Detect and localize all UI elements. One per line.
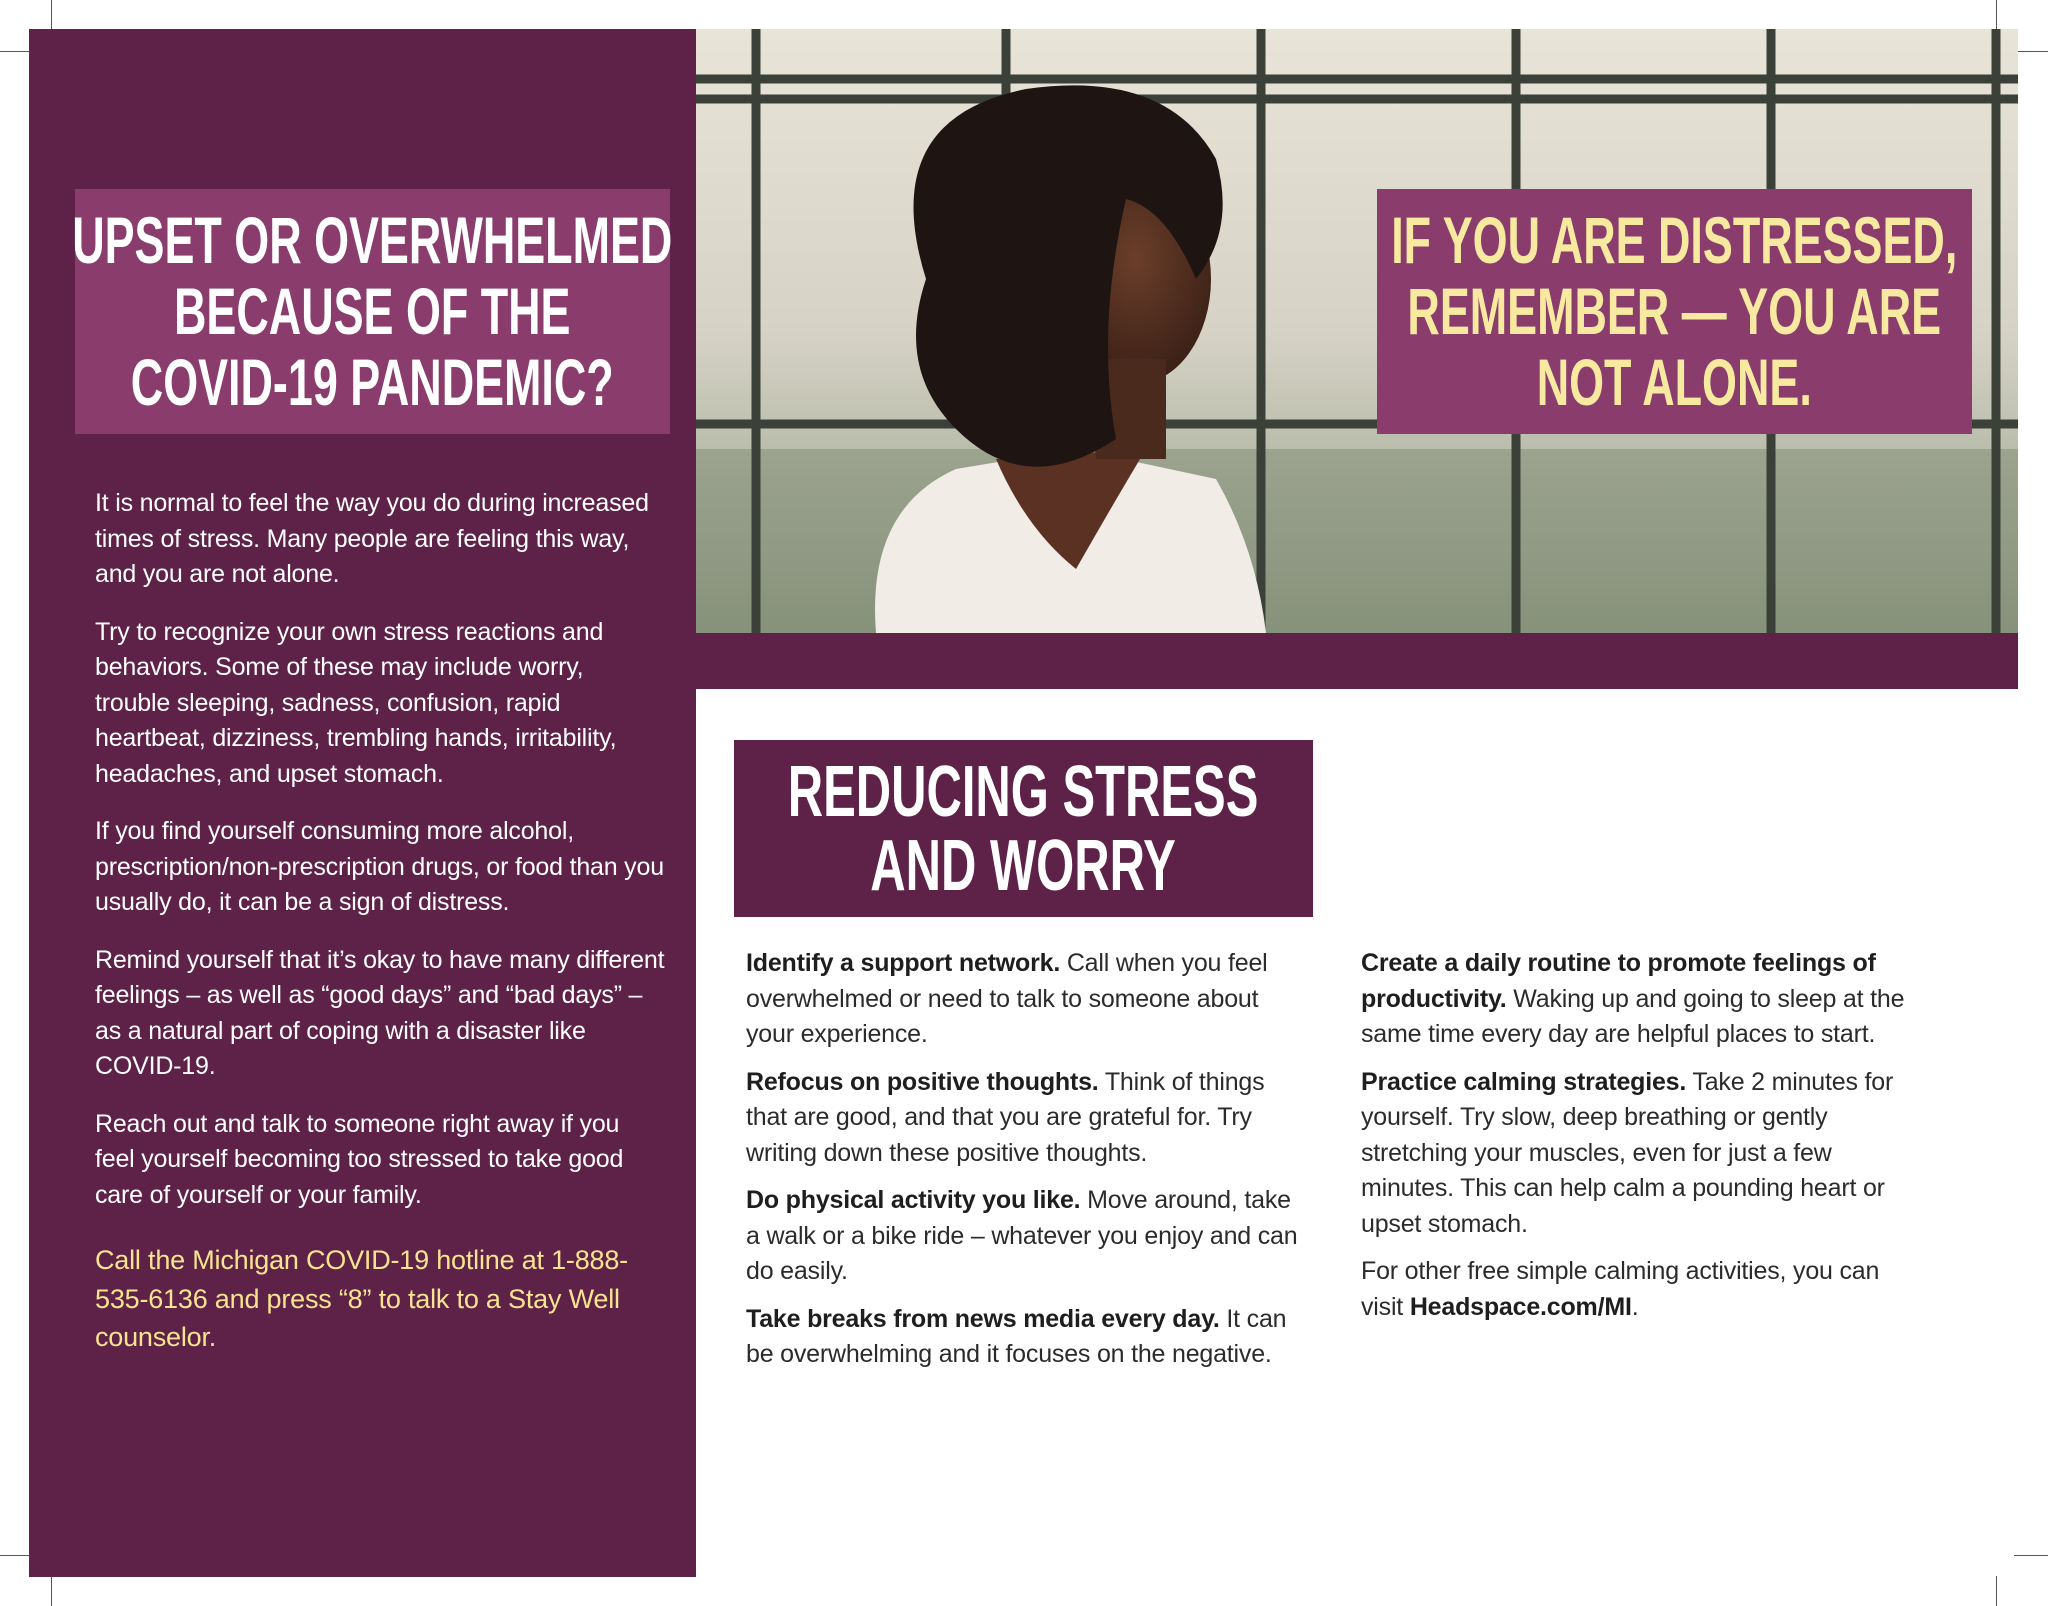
tip-text: Move around, take a walk or a bike ride – whatever you enjoy and can do easily. xyxy=(746,1186,1298,1285)
tip-text: It can be overwhelming and it focuses on the negative. xyxy=(746,1304,1287,1368)
heading-line: IF YOU ARE DISTRESSED, xyxy=(1391,203,1958,277)
photo-band xyxy=(696,633,2018,689)
heading-line: AND WORRY xyxy=(870,825,1177,906)
crop-mark xyxy=(2014,51,2048,52)
heading-line: REMEMBER — YOU ARE xyxy=(1407,274,1942,348)
tip xyxy=(1361,946,1921,1053)
heading-line: UPSET OR OVERWHELMED xyxy=(72,203,673,277)
tip xyxy=(746,1183,1306,1290)
tip-text: Call when you feel overwhelmed or need to talk to someone about your experience. xyxy=(746,949,1268,1048)
tip-title: Do physical activity you like. xyxy=(746,1186,1081,1214)
note-end: . xyxy=(1631,1292,1639,1321)
tip-title: Identify a support network. xyxy=(746,949,1061,977)
crop-mark xyxy=(2014,1555,2048,1556)
hotline-callout: Call the Michigan COVID-19 hotline at 1-888-535-6136 and press “8” to talk to a Stay Well counselor. xyxy=(95,1245,628,1352)
paragraph: Remind yourself that it’s okay to have many different feelings – as well as “good days” and “bad days” – as a natural part of coping with a disaster like COVID-19. xyxy=(95,945,665,1080)
headspace-link[interactable]: Headspace.com/MI xyxy=(1409,1292,1632,1321)
tips-column-1 xyxy=(746,946,1306,1385)
left-body xyxy=(95,486,665,1379)
crop-mark xyxy=(1996,1576,1997,1606)
tip-title: Refocus on positive thoughts. xyxy=(746,1067,1099,1096)
callout-box xyxy=(1377,189,1972,434)
callout-heading xyxy=(1391,205,1957,418)
crop-mark xyxy=(1996,0,1997,30)
paragraph: If you find yourself consuming more alcohol, prescription/non-prescription drugs, or food than you usually do, it can be a sign of distress. xyxy=(95,817,664,916)
tip xyxy=(746,946,1306,1053)
tip xyxy=(746,1065,1306,1172)
tip-title: Create a daily routine to promote feelings of productivity. xyxy=(1361,949,1876,1013)
tip xyxy=(746,1302,1306,1373)
note-text: For other free simple calming activities, you can visit xyxy=(1361,1257,1880,1321)
tip-text: Think of things that are good, and that you are grateful for. Try writing down these positive thoughts. xyxy=(746,1067,1265,1167)
reducing-heading-box xyxy=(734,740,1313,917)
tip-text: Waking up and going to sleep at the same time every day are helpful places to start. xyxy=(1361,984,1905,1048)
crop-mark xyxy=(51,1576,52,1606)
tip xyxy=(1361,1065,1921,1243)
heading-line: REDUCING STRESS xyxy=(788,751,1259,832)
heading-line: BECAUSE OF THE xyxy=(174,274,571,348)
left-heading-box xyxy=(72,189,673,434)
left-heading xyxy=(72,205,672,418)
crop-mark xyxy=(51,0,52,30)
tip-title: Practice calming strategies. xyxy=(1361,1067,1687,1096)
paragraph: Try to recognize your own stress reactions and behaviors. Some of these may include worry, trouble sleeping, sadness, confusion, rapid heartbeat, dizziness, trembling hands, irritability, headaches, and upset stomach. xyxy=(95,617,617,788)
headspace-note xyxy=(1361,1254,1921,1325)
tip-text: Take 2 minutes for yourself. Try slow, deep breathing or gently stretching your muscles, even for just a few minutes. This can help calm a pounding heart or upset stomach. xyxy=(1361,1067,1894,1238)
heading-line: NOT ALONE. xyxy=(1536,345,1813,419)
paragraph: Reach out and talk to someone right away if you feel yourself becoming too stressed to take good care of yourself or your family. xyxy=(95,1109,624,1209)
tips-column-2 xyxy=(1361,946,1921,1337)
paragraph: It is normal to feel the way you do during increased times of stress. Many people are feeling this way, and you are not alone. xyxy=(95,489,649,588)
heading-line: COVID-19 PANDEMIC? xyxy=(131,345,614,419)
tip-title: Take breaks from news media every day. xyxy=(746,1304,1220,1333)
reducing-heading xyxy=(788,751,1259,906)
